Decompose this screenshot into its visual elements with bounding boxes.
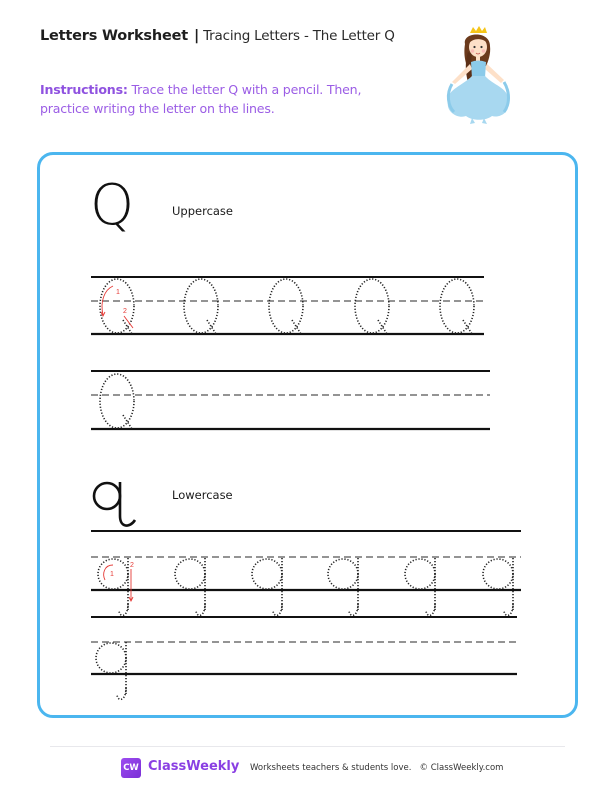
worksheet-subtitle: Tracing Letters - The Letter Q — [203, 28, 395, 44]
lowercase-tracing-row-1 — [91, 531, 521, 615]
footer-copyright: © ClassWeekly.com — [419, 763, 504, 773]
uppercase-label: Uppercase — [172, 204, 234, 218]
svg-text:2: 2 — [130, 562, 134, 569]
uppercase-model-letter: Q — [90, 173, 135, 238]
footer-tagline: Worksheets teachers & students love. — [250, 763, 412, 773]
svg-text:2: 2 — [123, 308, 127, 315]
title-separator: | — [194, 28, 200, 44]
brand-name: ClassWeekly — [148, 759, 240, 774]
uppercase-tracing-row-1 — [91, 277, 484, 334]
instructions-label: Instructions: — [40, 82, 128, 97]
svg-text:1: 1 — [110, 571, 114, 578]
instructions-text: Trace the letter Q with a pencil. Then, practice writing the letter on the lines. — [40, 82, 362, 116]
lowercase-model-letter-icon — [94, 482, 135, 526]
footer-text — [250, 763, 503, 773]
classweekly-logo-icon: CW — [121, 758, 141, 778]
lowercase-tracing-row-2 — [91, 617, 517, 699]
footer-divider — [50, 746, 565, 747]
uppercase-tracing-row-2 — [91, 371, 490, 429]
lowercase-label: Lowercase — [172, 488, 233, 502]
svg-text:1: 1 — [116, 289, 120, 296]
worksheet-title: Letters Worksheet — [40, 28, 188, 44]
